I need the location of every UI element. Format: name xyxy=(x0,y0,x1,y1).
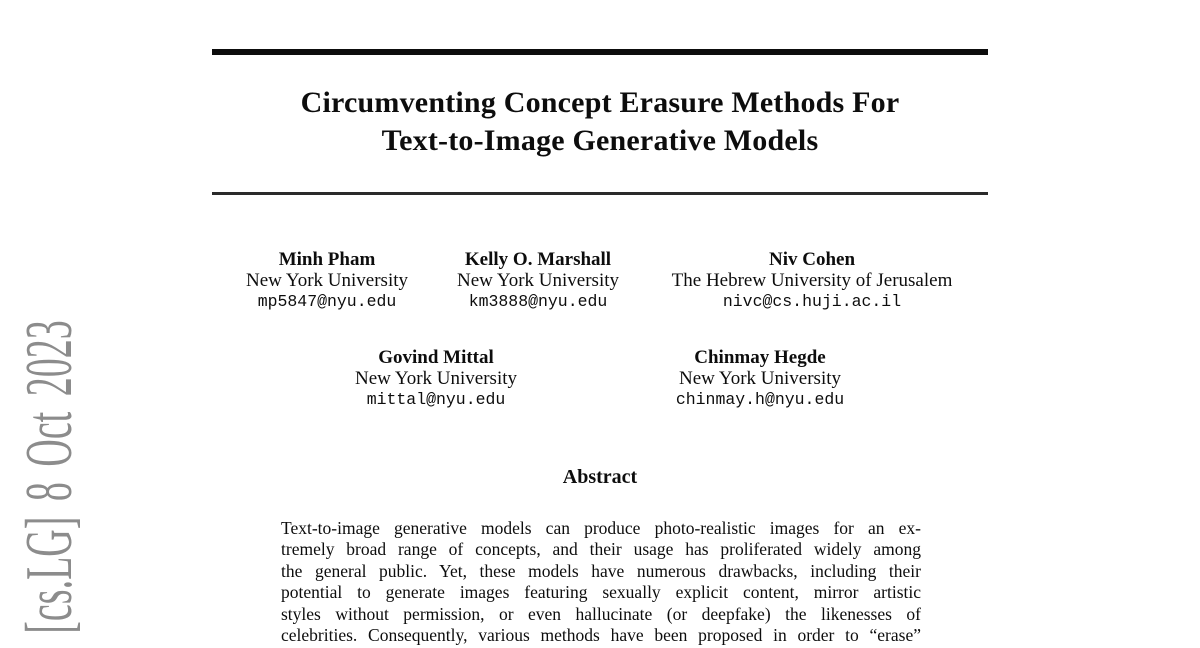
author-name: Minh Pham xyxy=(278,249,376,270)
author-block-kelly-marshall xyxy=(457,249,619,313)
abstract-line: styles without permission, or even hallucinate (or deepfake) the likenesses of xyxy=(281,603,921,624)
author-affiliation: New York University xyxy=(245,270,409,291)
author-block-govind-mittal xyxy=(355,347,517,411)
author-email: chinmay.h@nyu.edu xyxy=(675,390,845,409)
author-email: mp5847@nyu.edu xyxy=(257,292,397,311)
title-rule-bottom xyxy=(212,192,988,195)
abstract-line: potential to generate images featuring sexually explicit content, mirror artistic xyxy=(281,582,921,603)
author-block-niv-cohen xyxy=(672,249,953,313)
author-name: Chinmay Hegde xyxy=(694,347,826,368)
author-name: Kelly O. Marshall xyxy=(464,249,612,270)
arxiv-category-stamp: [cs.LG] 8 Oct 2023 xyxy=(13,320,87,634)
abstract-line: the general public. Yet, these models have numerous drawbacks, including their xyxy=(281,560,921,581)
abstract-text xyxy=(281,518,921,646)
author-name: Govind Mittal xyxy=(378,347,494,368)
author-block-chinmay-hegde xyxy=(676,347,844,411)
author-affiliation: New York University xyxy=(354,368,518,389)
abstract-line: Text-to-image generative models can produce photo-realistic images for an ex- xyxy=(281,518,921,538)
paper-title-line-1: Circumventing Concept Erasure Methods For xyxy=(300,86,900,119)
author-email: km3888@nyu.edu xyxy=(468,292,608,311)
author-email: nivc@cs.huji.ac.il xyxy=(722,292,902,311)
abstract-line: tremely broad range of concepts, and their usage has proliferated widely among xyxy=(281,539,921,560)
author-affiliation: The Hebrew University of Jerusalem xyxy=(671,270,953,291)
paper-title-line-2: Text-to-Image Generative Models xyxy=(381,124,819,157)
author-affiliation: New York University xyxy=(456,270,620,291)
author-email: mittal@nyu.edu xyxy=(366,390,506,409)
abstract-heading: Abstract xyxy=(562,466,638,488)
abstract-line: celebrities. Consequently, various methods have been proposed in order to “erase” xyxy=(281,624,921,645)
author-affiliation: New York University xyxy=(678,368,842,389)
paper-title xyxy=(212,84,988,160)
title-rule-top xyxy=(212,49,988,55)
author-block-minh-pham xyxy=(246,249,408,313)
author-name: Niv Cohen xyxy=(768,249,856,270)
